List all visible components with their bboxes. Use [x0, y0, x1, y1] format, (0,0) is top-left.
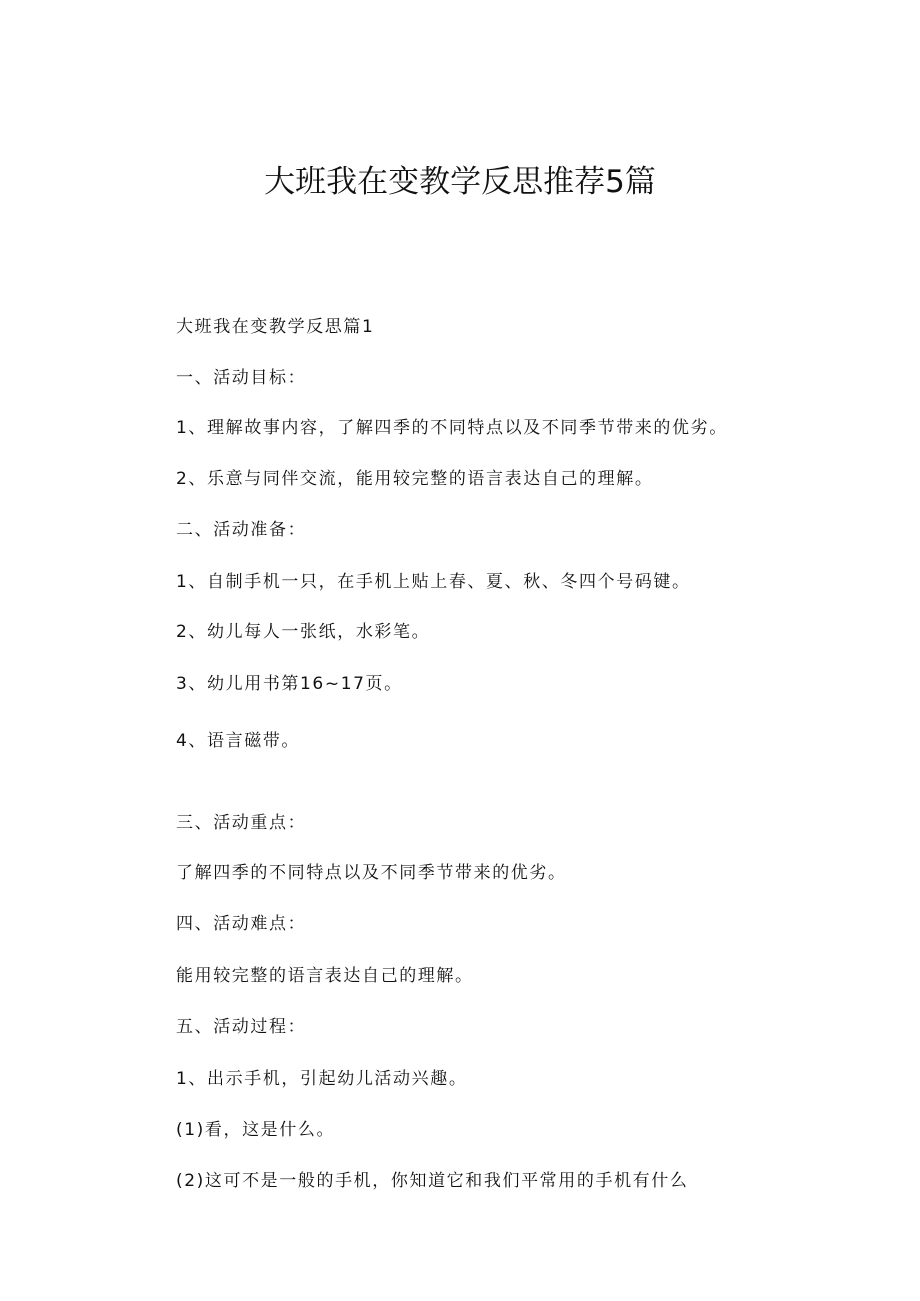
process-step-1: 1、出示手机，引起幼儿活动兴趣。 — [176, 1069, 468, 1089]
heading-activity-process: 五、活动过程： — [176, 1017, 307, 1037]
key-point-text: 了解四季的不同特点以及不同季节带来的优劣。 — [176, 863, 567, 883]
goal-item-1: 1、理解故事内容，了解四季的不同特点以及不同季节带来的优劣。 — [176, 418, 728, 438]
preparation-item-2: 2、幼儿每人一张纸，水彩笔。 — [176, 622, 431, 642]
process-substep-2: (2)这可不是一般的手机，你知道它和我们平常用的手机有什么 — [176, 1171, 689, 1191]
heading-activity-goals: 一、活动目标： — [176, 368, 307, 388]
goal-item-2: 2、乐意与同伴交流，能用较完整的语言表达自己的理解。 — [176, 469, 654, 489]
difficulty-text: 能用较完整的语言表达自己的理解。 — [176, 966, 474, 986]
heading-activity-preparation: 二、活动准备： — [176, 520, 307, 540]
preparation-item-1: 1、自制手机一只，在手机上贴上春、夏、秋、冬四个号码键。 — [176, 572, 691, 592]
section-heading-part-1: 大班我在变教学反思篇1 — [176, 317, 375, 337]
heading-activity-difficulty: 四、活动难点： — [176, 914, 307, 934]
heading-activity-key-point: 三、活动重点： — [176, 813, 307, 833]
preparation-item-3: 3、幼儿用书第16~17页。 — [176, 674, 403, 694]
process-substep-1: (1)看，这是什么。 — [176, 1120, 336, 1140]
document-title: 大班我在变教学反思推荐5篇 — [264, 164, 656, 200]
preparation-item-4: 4、语言磁带。 — [176, 731, 301, 751]
